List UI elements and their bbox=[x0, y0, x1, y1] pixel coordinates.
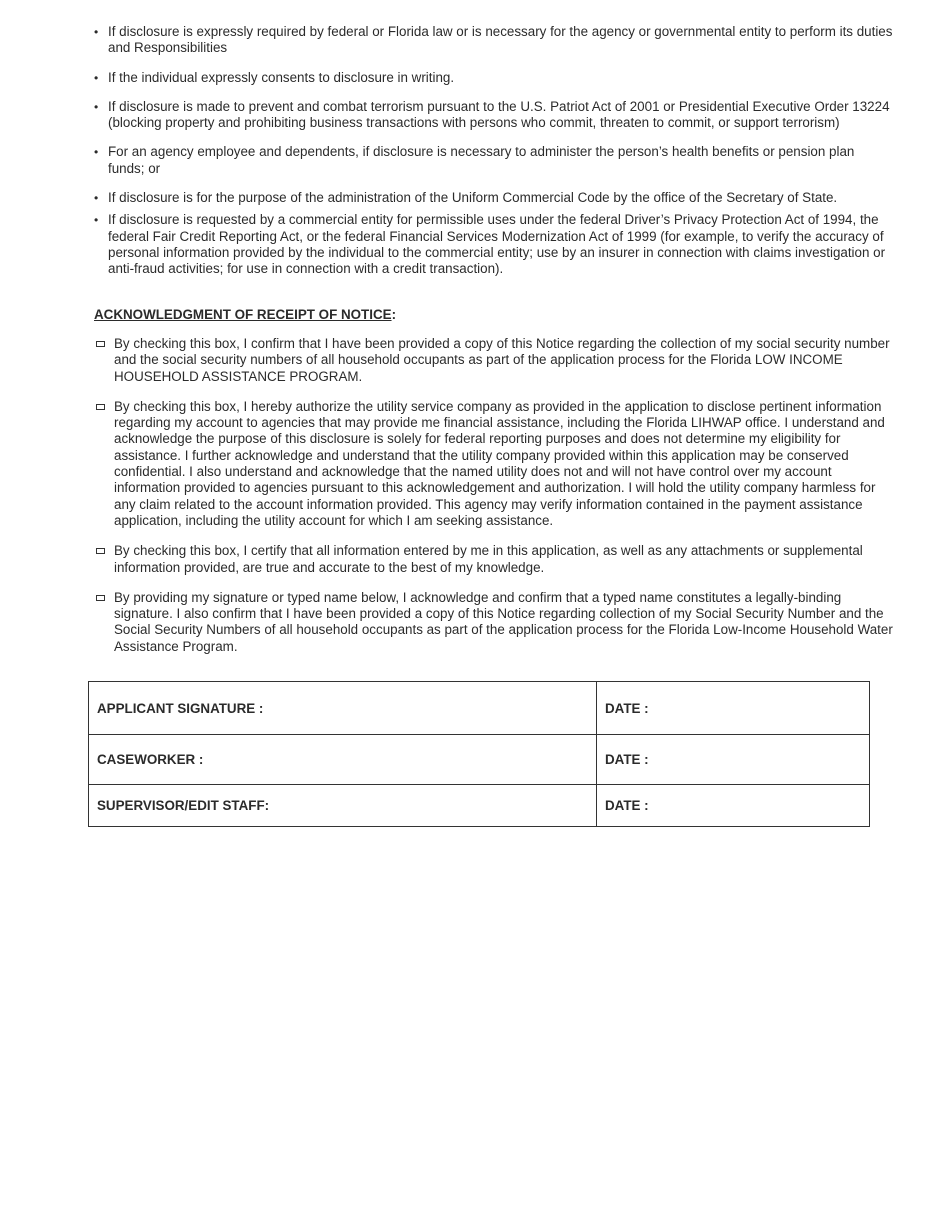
applicant-signature-label: APPLICANT SIGNATURE : bbox=[97, 700, 264, 716]
acknowledgment-item-text: By checking this box, I hereby authorize the utility service company as provided in the application to disclose pertinent information regarding my account to agencies that may provide me financial assistance, including the Florida LIHWAP office. I understand and acknowledge the purpose of this disclosure is solely for federal reporting purposes and does not determine my eligibility for assistance. I further acknowledge and understand that the utility company provided within this application may be conserved confidential. I also understand and acknowledge that the named utility does not and will not have control over my account information provided to agencies pursuant to this acknowledgement and authorization. I will hold the utility company harmless for any claim related to the account information provided. This agency may verify information contained in the payment assistance application, including the utility account for which I am seeking assistance. bbox=[114, 398, 885, 528]
list-item-text: If disclosure is expressly required by federal or Florida law or is necessary for the agency or governmental entity to perform its duties and Responsibilities bbox=[108, 24, 893, 56]
supervisor-field[interactable] bbox=[89, 785, 597, 827]
supervisor-label: SUPERVISOR/EDIT STAFF: bbox=[97, 798, 270, 813]
acknowledgment-item-text: By checking this box, I certify that all information entered by me in this application, as well as any attachments or supplemental information provided, are true and accurate to the best of my knowledge. bbox=[114, 543, 863, 575]
signature-table bbox=[88, 681, 870, 827]
list-item bbox=[94, 24, 894, 57]
list-item bbox=[94, 144, 894, 177]
bullet-icon: • bbox=[94, 191, 99, 206]
table-row bbox=[89, 682, 870, 735]
list-item bbox=[94, 70, 894, 86]
disclosure-conditions-list bbox=[94, 24, 894, 278]
list-item-text: For an agency employee and dependents, if disclosure is necessary to administer the person’s health benefits or pension plan funds; or bbox=[108, 144, 855, 176]
acknowledgment-item-copy-received bbox=[94, 336, 894, 385]
supervisor-date-label: DATE : bbox=[605, 798, 649, 813]
table-row bbox=[89, 735, 870, 785]
acknowledgment-heading bbox=[94, 307, 396, 323]
caseworker-date-label: DATE : bbox=[605, 752, 649, 767]
supervisor-date-field[interactable] bbox=[597, 785, 870, 827]
checkbox-copy-received[interactable] bbox=[96, 341, 105, 347]
checkbox-certify-accuracy[interactable] bbox=[96, 548, 105, 554]
applicant-date-label: DATE : bbox=[605, 700, 649, 716]
acknowledgment-item-text: By providing my signature or typed name below, I acknowledge and confirm that a typed name constitutes a legally-binding signature. I also confirm that I have been provided a copy of this Notice regarding collection of my Social Security Number and the Social Security Numbers of all household occupants as part of the application process for the Florida Low-Income Household Water Assistance Program. bbox=[114, 589, 893, 654]
caseworker-field[interactable] bbox=[89, 735, 597, 785]
acknowledgment-heading-colon: : bbox=[391, 307, 397, 322]
list-item bbox=[94, 99, 894, 132]
list-item-text: If disclosure is made to prevent and combat terrorism pursuant to the U.S. Patriot Act of 2001 or Presidential Executive Order 13224 (blocking property and prohibiting business transactions with persons who commit, threaten to commit, or support terrorism) bbox=[108, 98, 890, 131]
applicant-date-field[interactable] bbox=[597, 682, 870, 735]
table-row bbox=[89, 785, 870, 827]
acknowledgment-item-text: By checking this box, I confirm that I have been provided a copy of this Notice regarding the collection of my social security number and the social security numbers of all household occupants as part of the application process for the Florida LOW INCOME HOUSEHOLD ASSISTANCE PROGRAM. bbox=[114, 336, 890, 384]
list-item-text: If disclosure is requested by a commercial entity for permissible uses under the federal Driver’s Privacy Protection Act of 1994, the federal Fair Credit Reporting Act, or the federal Financial Services Modernization Act of 1999 (for example, to verify the accuracy of personal information provided by the individual to the commercial entity; use by an insurer in connection with claims investigation or anti-fraud activities; for use in connection with a credit transaction). bbox=[108, 212, 886, 277]
list-item-text: If disclosure is for the purpose of the administration of the Uniform Commercial Code by the office of the Secretary of State. bbox=[108, 190, 838, 206]
list-item bbox=[94, 190, 894, 206]
caseworker-date-field[interactable] bbox=[597, 735, 870, 785]
acknowledgment-item-signature-consent bbox=[94, 590, 894, 655]
bullet-icon: • bbox=[94, 213, 99, 228]
bullet-icon: • bbox=[94, 25, 99, 39]
applicant-signature-field[interactable] bbox=[89, 682, 597, 735]
list-item-text: If the individual expressly consents to disclosure in writing. bbox=[108, 69, 455, 85]
bullet-icon: • bbox=[94, 70, 99, 85]
bullet-icon: • bbox=[94, 99, 99, 114]
acknowledgment-checklist bbox=[94, 336, 894, 655]
acknowledgment-item-utility-authorization bbox=[94, 399, 894, 529]
checkbox-utility-authorization[interactable] bbox=[96, 404, 105, 410]
checkbox-signature-consent[interactable] bbox=[96, 595, 105, 601]
list-item bbox=[94, 212, 894, 277]
acknowledgment-heading-text: ACKNOWLEDGMENT OF RECEIPT OF NOTICE bbox=[94, 307, 392, 322]
acknowledgment-item-certify-accuracy bbox=[94, 543, 894, 576]
caseworker-label: CASEWORKER : bbox=[97, 752, 204, 767]
bullet-icon: • bbox=[94, 145, 99, 160]
